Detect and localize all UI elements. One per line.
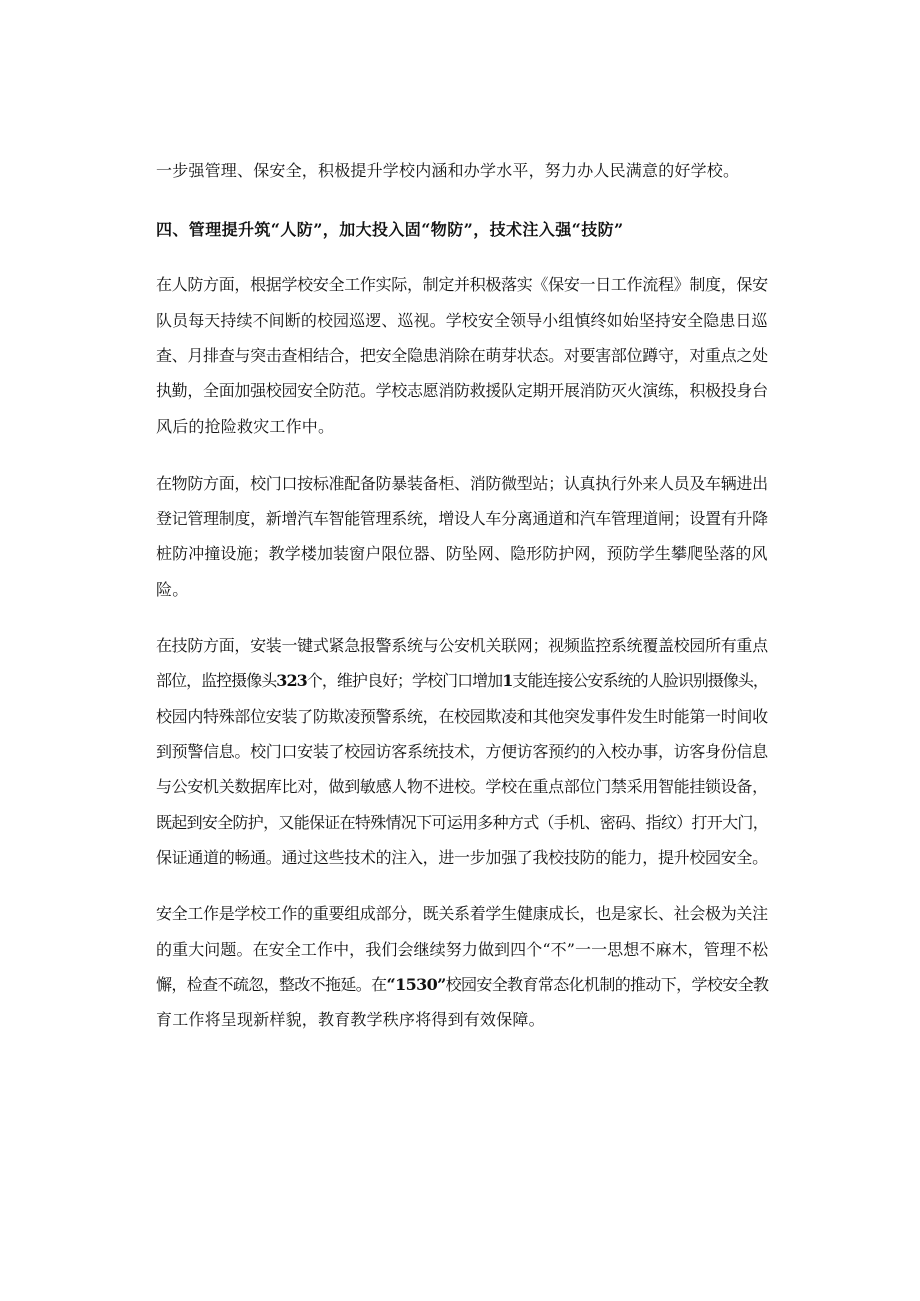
paragraph-line: 育工作将呈现新样貌，教育教学秩序将得到有效保障。 <box>156 1010 545 1029</box>
paragraph-line: 险。 <box>156 580 189 599</box>
text-run: 懈，检查不疏忽，整改不拖延。在 <box>156 975 387 994</box>
paragraph-line: 队员每天持续不间断的校园巡逻、巡视。学校安全领导小组慎终如始坚持安全隐患日巡 <box>156 311 768 330</box>
paragraph-line: 与公安机关数据库比对，做到敏感人物不进校。学校在重点部位门禁采用智能挂锁设备， <box>156 777 768 796</box>
paragraph-line: 风后的抢险救灾工作中。 <box>156 417 335 436</box>
paragraph-line: 的重大问题。在安全工作中，我们会继续努力做到四个“不”一一思想不麻木，管理不松 <box>156 940 769 959</box>
paragraph-line: 在技防方面，安装一键式紧急报警系统与公安机关联网；视频监控系统覆盖校园所有重点 <box>156 636 768 655</box>
paragraph-line: 既起到安全防护，又能保证在特殊情况下可运用多种方式（手机、密码、指纹）打开大门， <box>156 813 769 832</box>
paragraph-line <box>156 975 768 995</box>
paragraph-line: 保证通道的畅通。通过这些技术的注入，进一步加强了我校技防的能力，提升校园安全。 <box>156 848 768 867</box>
paragraph-line: 在人防方面，根据学校安全工作实际，制定并积极落实《保安一日工作流程》制度，保安 <box>156 275 768 294</box>
paragraph-line: 桩防冲撞设施；教学楼加装窗户限位器、防坠网、隐形防护网，预防学生攀爬坠落的风 <box>156 544 768 563</box>
camera-count: 323 <box>276 671 307 690</box>
paragraph-line <box>156 671 768 691</box>
mechanism-code: “1530” <box>386 975 446 994</box>
paragraph-line: 安全工作是学校工作的重要组成部分，既关系着学生健康成长，也是家长、社会极为关注 <box>156 904 768 923</box>
section-heading: 四、管理提升筑“人防”，加大投入固“物防”，技术注入强“技防” <box>156 220 624 239</box>
paragraph-line: 到预警信息。校门口安装了校园访客系统技术，方便访客预约的入校办事，访客身份信息 <box>156 742 768 761</box>
intro-line: 一步强管理、保安全，积极提升学校内涵和办学水平，努力办人民满意的好学校。 <box>156 161 740 180</box>
paragraph-line: 查、月排查与突击查相结合，把安全隐患消除在萌芽状态。对要害部位蹲守，对重点之处 <box>156 346 768 365</box>
paragraph-line: 校园内特殊部位安装了防欺凌预警系统，在校园欺凌和其他突发事件发生时能第一时间收 <box>156 707 768 726</box>
text-run: 支能连接公安系统的人脸识别摄像头， <box>512 671 768 690</box>
face-camera-count: 1 <box>502 671 513 690</box>
paragraph-line: 在物防方面，校门口按标准配备防暴装备柜、消防微型站；认真执行外来人员及车辆进出 <box>156 474 768 493</box>
paragraph-line: 执勤，全面加强校园安全防范。学校志愿消防救援队定期开展消防灭火演练，积极投身台 <box>156 381 768 400</box>
text-run: 部位，监控摄像头 <box>156 671 277 690</box>
text-run: 校园安全教育常态化机制的推动下，学校安全教 <box>445 975 769 994</box>
paragraph-line: 登记管理制度，新增汽车智能管理系统，增设人车分离通道和汽车管理道闸；设置有升降 <box>156 509 768 528</box>
text-run: 个，维护良好；学校门口增加 <box>306 671 503 690</box>
